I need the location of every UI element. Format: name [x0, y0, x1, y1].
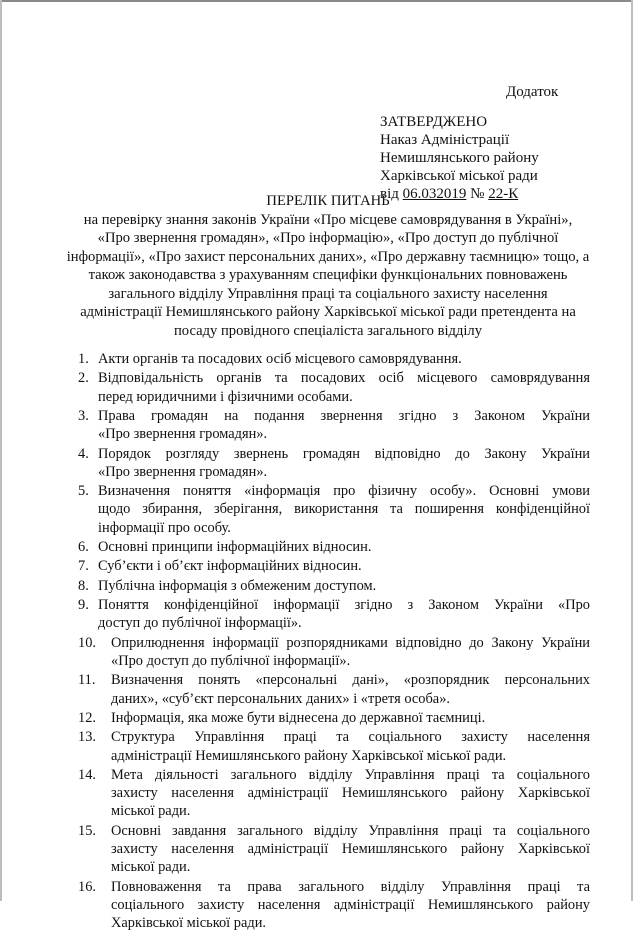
list-item — [78, 577, 590, 595]
item-number: 3. — [78, 407, 89, 424]
item-text-line: міської ради. — [111, 859, 191, 876]
list-item — [78, 709, 590, 727]
list-item — [78, 878, 590, 933]
item-text — [98, 577, 590, 595]
title-line: загального відділу Управління праці та соціального захисту населення — [108, 285, 548, 302]
item-text-line: «Про звернення громадян». — [98, 426, 268, 443]
addendum-label: Додаток — [506, 84, 559, 100]
item-text — [98, 538, 590, 556]
item-text-line: перед юридичними і фізичними особами. — [98, 388, 353, 405]
item-text-line: Суб’єкти і об’єкт інформаційних відносин. — [98, 558, 362, 575]
item-text — [111, 822, 590, 877]
item-text-line: Мета діяльності загального відділу Управління праці та соціального — [111, 766, 590, 783]
item-number: 9. — [78, 597, 89, 614]
item-text-line: Акти органів та посадових осіб місцевого самоврядування. — [98, 351, 462, 367]
list-item — [78, 822, 590, 877]
item-text — [111, 671, 590, 707]
item-number: 8. — [78, 577, 89, 594]
list-item — [78, 596, 590, 632]
item-text — [98, 350, 590, 368]
item-number: 15. — [78, 822, 96, 839]
item-number: 12. — [78, 709, 96, 726]
item-text — [111, 709, 590, 727]
approval-council-line: Харківської міської ради — [380, 168, 538, 184]
order-date: 06.032019 — [402, 186, 467, 202]
item-text — [98, 482, 590, 537]
list-item — [78, 445, 590, 481]
item-text-line: захисту населення адміністрації Немишлянського району Харківської — [111, 785, 590, 802]
item-text-line: Структура Управління праці та соціального захисту населення — [111, 729, 590, 746]
item-text-line: Відповідальність органів та посадових осіб місцевого самоврядування — [98, 370, 590, 387]
item-number: 4. — [78, 445, 89, 462]
item-text-line: міської ради. — [111, 803, 191, 820]
item-text — [98, 445, 590, 481]
list-item — [78, 728, 590, 764]
item-text-line: адміністрації Немишлянського району Харківської міської ради. — [111, 747, 507, 764]
item-text-line: Повноваження та права загального відділу Управління праці та — [111, 878, 590, 895]
item-text-line: Харківської міської ради. — [111, 914, 266, 931]
title-line: адміністрації Немишлянського району Харківської міської ради претендента на — [80, 304, 576, 320]
item-text — [111, 766, 590, 821]
date-prefix: від — [380, 186, 403, 202]
document-title — [58, 192, 598, 340]
list-item — [78, 350, 590, 368]
list-item — [78, 407, 590, 443]
item-number: 14. — [78, 766, 96, 783]
list-item — [78, 538, 590, 556]
item-text-line: інформації про особу. — [98, 519, 231, 536]
approved-label: ЗАТВЕРДЖЕНО — [380, 114, 488, 130]
item-number: 13. — [78, 729, 96, 746]
item-text-line: «Про доступ до публічної інформації». — [111, 652, 351, 669]
item-text — [111, 634, 590, 670]
title-lines — [58, 211, 598, 341]
item-number: 10. — [78, 634, 96, 651]
item-text-line: Основні принципи інформаційних відносин. — [98, 538, 372, 555]
item-text-line: Публічна інформація з обмеженим доступом. — [98, 577, 377, 594]
item-text-line: даних», «суб’єкт персональних даних» і «третя особа». — [111, 690, 450, 707]
scan-edge-left — [0, 0, 2, 901]
item-text — [111, 728, 590, 764]
item-number: 5. — [78, 483, 89, 500]
title-line: також законодавства з урахуванням специфіки функціональних повноважень — [88, 267, 568, 283]
item-text-line: Права громадян на подання звернення згідно з Законом України — [98, 407, 590, 424]
item-text-line: Визначення понять «персональні дані», «розпорядник персональних — [111, 672, 590, 689]
approval-order-line: Наказ Адміністрації — [380, 132, 510, 148]
approval-block — [380, 113, 539, 203]
list-item — [78, 766, 590, 821]
item-text-line: доступ до публічної інформації». — [98, 615, 302, 632]
item-text-line: Визначення поняття «інформація про фізичну особу». Основні умови — [98, 483, 590, 500]
item-text — [98, 407, 590, 443]
title-line: на перевірку знання законів України «Про місцеве самоврядування в Україні», — [83, 211, 573, 228]
item-text-line: Основні завдання загального відділу Управління праці та соціального — [111, 822, 590, 839]
item-text-line: щодо збирання, зберігання, використання та поширення конфіденційної — [98, 501, 590, 518]
item-text-line: соціального захисту населення адміністрації Немишлянського району — [111, 896, 590, 913]
list-item — [78, 482, 590, 537]
number-prefix: № — [466, 186, 489, 202]
item-text — [98, 369, 590, 405]
list-item — [78, 634, 590, 670]
approval-district-line: Немишлянського району — [380, 150, 539, 166]
title-line: «Про звернення громадян», «Про інформацію», «Про доступ до публічної — [97, 230, 559, 246]
order-number: 22-К — [488, 186, 519, 202]
item-text-line: захисту населення адміністрації Немишлянського району Харківської — [111, 840, 590, 857]
item-text — [98, 557, 590, 575]
item-text-line: Порядок розгляду звернень громадян відповідно до Закону України — [98, 445, 590, 462]
question-list — [78, 350, 590, 933]
item-number: 7. — [78, 558, 89, 575]
list-item — [78, 557, 590, 575]
title-line: посаду провідного спеціаліста загального відділу — [173, 322, 483, 339]
scan-edge-top — [0, 0, 633, 2]
item-text-line: «Про звернення громадян». — [98, 463, 268, 480]
item-number: 16. — [78, 878, 96, 895]
item-number: 6. — [78, 538, 89, 555]
title-line: інформації», «Про захист персональних даних», «Про державну таємницю» тощо, а — [66, 248, 590, 265]
item-text-line: Поняття конфіденційної інформації згідно з Законом України «Про — [98, 597, 590, 614]
item-text — [98, 596, 590, 632]
item-number: 2. — [78, 370, 89, 387]
list-item — [78, 671, 590, 707]
item-text — [111, 878, 590, 933]
title-heading: ПЕРЕЛІК ПИТАНЬ — [266, 193, 390, 209]
item-text-line: Інформація, яка може бути віднесена до державної таємниці. — [111, 709, 486, 726]
item-text-line: Оприлюднення інформації розпорядниками відповідно до Закону України — [111, 634, 590, 651]
list-item — [78, 369, 590, 405]
item-number: 1. — [78, 351, 89, 367]
item-number: 11. — [78, 672, 96, 689]
